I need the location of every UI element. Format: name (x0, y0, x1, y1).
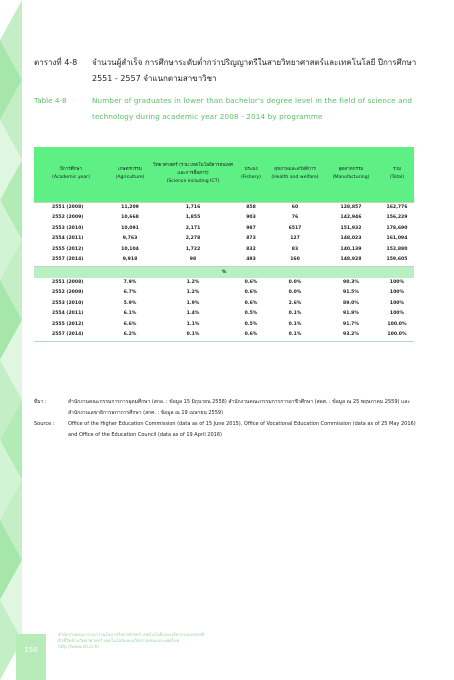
value-cell: 11,209 (108, 202, 152, 213)
value-cell: 10,091 (121, 225, 139, 231)
value-cell: 128,857 (322, 202, 380, 213)
value-cell: 0.5% (244, 311, 258, 316)
value-cell: 493 (234, 255, 268, 266)
year-cell: 2552 (2009) (52, 215, 84, 220)
value-cell: 0.0% (288, 279, 302, 285)
value-cell: 6.1% (123, 311, 137, 316)
value-cell: 76 (291, 215, 299, 220)
value-cell: 858 (234, 202, 268, 213)
table-caption-thai: จำนวนผู้สำเร็จ การศึกษาระดับต่ำกว่าปริญญาตรีในสายวิทยาศาสตร์และเทคโนโลยี ปีการศึกษา 2551 - 2557 จำแนกตามสาขาวิชา (92, 58, 417, 83)
table-number-thai: ตารางที่ 4-8 (34, 58, 78, 67)
value-cell: 91.7% (343, 321, 359, 327)
value-cell: 93.2% (322, 330, 380, 341)
value-cell: 100% (389, 300, 405, 306)
value-cell: 987 (246, 225, 256, 231)
value-cell: 9,918 (108, 255, 152, 266)
year-cell: 2551 (2008) (52, 279, 84, 285)
value-cell: 151,932 (340, 225, 362, 231)
value-cell: 1.9% (186, 300, 200, 306)
value-cell: 90.3% (343, 279, 359, 285)
value-cell: 1.2% (186, 279, 200, 285)
table-row (34, 213, 414, 224)
value-cell: 1,855 (185, 215, 201, 220)
column-header: รวม (Total) (380, 147, 414, 202)
year-cell: 2555 (2012) (52, 246, 84, 252)
value-cell: 7.9% (123, 279, 137, 285)
value-cell: 100.0% (387, 321, 407, 327)
year-cell: 2553 (2010) (52, 300, 84, 306)
value-cell: 9,763 (122, 236, 138, 241)
year-cell: 2554 (2011) (52, 236, 84, 241)
value-cell: 1,716 (152, 202, 234, 213)
footer-url[interactable]: http://www.sti.or.th (58, 645, 99, 650)
table-row (34, 202, 414, 213)
decorative-sidebar (0, 0, 22, 680)
value-cell: 903 (246, 215, 256, 220)
value-cell: 1.4% (186, 311, 200, 316)
table-row (34, 245, 414, 256)
table-row (34, 288, 414, 299)
value-cell: 127 (290, 236, 300, 241)
value-cell: 6517 (288, 225, 302, 231)
footer-page-tab (16, 634, 46, 680)
value-cell: 1,722 (185, 246, 201, 252)
value-cell: 10,104 (121, 246, 139, 252)
value-cell: 142,946 (340, 215, 362, 220)
table-row (34, 320, 414, 331)
value-cell: 10,668 (121, 215, 139, 220)
value-cell: 140,139 (340, 246, 362, 252)
value-cell: 0.1% (152, 330, 234, 341)
table-row (34, 299, 414, 310)
value-cell: 0.1% (288, 311, 302, 316)
table-row (34, 234, 414, 245)
value-cell: 100% (389, 311, 405, 316)
value-cell: 6.2% (108, 330, 152, 341)
footer-line-1: สำนักงานคณะกรรมการนโยบายวิทยาศาสตร์ เทคโนโลยีและนวัตกรรมแห่งชาติ (58, 633, 204, 638)
column-header: ปีการศึกษา (Academic year) (34, 147, 108, 202)
value-cell: 152,880 (386, 246, 408, 252)
value-cell: 0.0% (288, 290, 302, 295)
value-cell: 156,229 (386, 215, 408, 220)
table-row (34, 309, 414, 320)
value-cell: 2,171 (185, 225, 201, 231)
value-cell: 0.6% (244, 290, 258, 295)
value-cell: 0.1% (288, 321, 302, 327)
source-text-english: Office of the Higher Education Commission (data as of 15 June 2015), Office of Vocational Education Commission (data as of 25 May 2016) and Office of the Education Council (data as of 19 April 2016) (68, 421, 416, 438)
table-caption-english: Number of graduates in lower than bachelor's degree level in the field of science and technology during academic year 2008 - 2014 by programme (92, 96, 413, 121)
source-label-thai: ที่มา : (34, 399, 47, 405)
year-cell: 2557 (2014) (34, 330, 108, 341)
footer-publisher (58, 633, 258, 651)
value-cell: 0.6% (244, 300, 258, 306)
value-cell: 91.5% (343, 290, 359, 295)
value-cell: 6.6% (123, 321, 137, 327)
value-cell: 1.2% (186, 290, 200, 295)
column-header: วิทยาศาสตร์ (รวม เทคโนโลยีสารสนเทศ และการสื่อสาร) (Science including ICT) (152, 147, 234, 202)
value-cell: 0.1% (268, 330, 322, 341)
value-cell: 160 (268, 255, 322, 266)
graduates-table (34, 147, 414, 342)
value-cell: 98 (152, 255, 234, 266)
year-cell: 2552 (2009) (52, 290, 84, 295)
value-cell: 1.1% (186, 321, 200, 327)
table-number-english: Table 4-8 (34, 96, 67, 105)
value-cell: 161,094 (386, 236, 408, 241)
value-cell: 832 (246, 246, 256, 252)
source-notes (34, 397, 424, 441)
value-cell: 100% (389, 290, 405, 295)
value-cell: 162,776 (380, 202, 414, 213)
year-cell: 2554 (2011) (52, 311, 84, 316)
value-cell: 60 (268, 202, 322, 213)
table-header-row (34, 147, 414, 202)
value-cell: 5.9% (123, 300, 137, 306)
value-cell: 100% (389, 279, 405, 285)
source-text-thai: สำนักงานคณะกรรมการการอุดมศึกษา (สกอ. : ข้อมูล 15 มิถุนายน 2558) สำนักงานคณะกรรมการการอาชีวศึกษา (สอศ. : ข้อมูล ณ 25 พฤษภาคม 2559) และ สำนักงานเลขาธิการสภาการศึกษา (สกศ. : ข้อมูล ณ 19 เมษายน 2559) (68, 399, 411, 416)
value-cell: 6.7% (123, 290, 137, 295)
column-header: สุขภาพและสวัสดิการ (Health and welfare) (268, 147, 322, 202)
percent-section-row (34, 266, 414, 278)
table-row (34, 224, 414, 235)
value-cell: 159,605 (380, 255, 414, 266)
value-cell: 2,278 (185, 236, 201, 241)
year-cell: 2557 (2014) (34, 255, 108, 266)
column-header: เกษตรกรรม (Agriculture) (108, 147, 152, 202)
value-cell: 2.6% (288, 300, 302, 306)
value-cell: 148,023 (340, 236, 362, 241)
value-cell: 89.0% (343, 300, 359, 306)
year-cell: 2555 (2012) (52, 321, 84, 327)
year-cell: 2553 (2010) (52, 225, 84, 231)
column-header: ประมง (Fishery) (234, 147, 268, 202)
year-cell: 2551 (2008) (34, 202, 108, 213)
page-number: 150 (24, 646, 38, 654)
value-cell: 100.0% (380, 330, 414, 341)
percent-label: % (34, 266, 414, 278)
value-cell: 0.6% (234, 330, 268, 341)
table-row (34, 278, 414, 289)
source-label-english: Source : (34, 421, 55, 427)
table-row (34, 330, 414, 341)
value-cell: 83 (291, 246, 299, 252)
column-header: อุตสาหกรรม (Manufacturing) (322, 147, 380, 202)
value-cell: 148,928 (322, 255, 380, 266)
footer-line-2: ตัวชี้วัดด้านวิทยาศาสตร์ เทคโนโลยีและนวัตกรรมของประเทศไทย (58, 639, 180, 644)
value-cell: 873 (246, 236, 256, 241)
value-cell: 0.6% (244, 279, 258, 285)
table-row (34, 255, 414, 266)
value-cell: 178,690 (386, 225, 408, 231)
value-cell: 0.5% (244, 321, 258, 327)
value-cell: 91.9% (343, 311, 359, 316)
